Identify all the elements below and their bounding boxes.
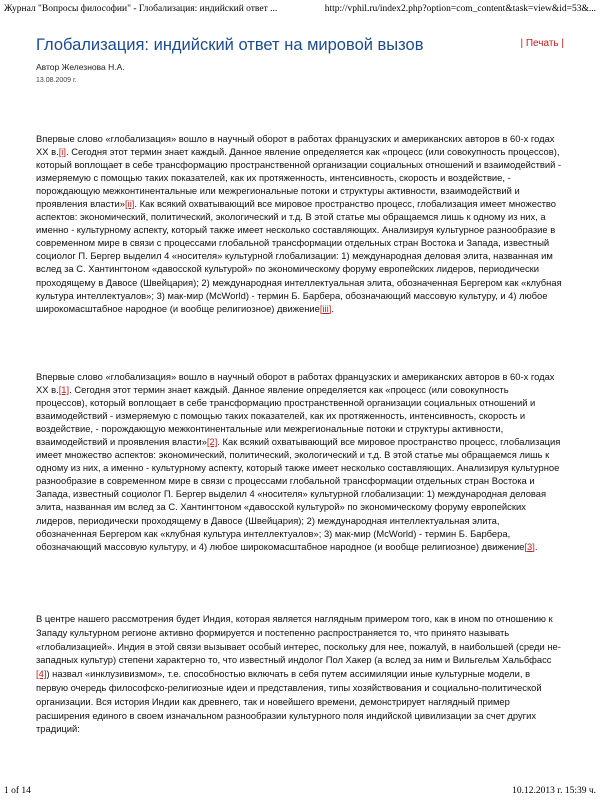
footnote-link-4[interactable]: [4]: [36, 668, 47, 680]
print-header-page-title: Журнал "Вопросы философии" - Глобализация: индийский ответ ...: [4, 4, 278, 14]
article-author: Автор Железнова Н.А.: [36, 62, 125, 72]
title-row: [36, 32, 564, 58]
footnote-link-iii[interactable]: [iii]: [319, 302, 332, 314]
article-paragraph-3: [36, 612, 562, 736]
print-link[interactable]: | Печать |: [520, 38, 564, 49]
footnote-link-1[interactable]: [1]: [58, 384, 70, 396]
paragraph-text: ) назвал «инклузивизмом», т.е. способностью включать в себя путем ассимиляции иные культурные модели, в первую очередь философско-религиозные идеи и представления, типы хозяйствования и социально-политической организации. Вся история Индии как древнего, так и новейшего времени, демонстрирует наглядный пример расширения единого в своем изначальном разнообразии культурного поля индийской цивилизации за счет других традиций:: [36, 668, 542, 735]
article-paragraph-2: [36, 370, 562, 553]
print-footer: [4, 786, 596, 798]
print-header-url: http://vphil.ru/index2.php?option=com_content&task=view&id=53&...: [324, 4, 596, 14]
article-header: [36, 32, 564, 85]
page-counter: 1 of 14: [4, 786, 31, 796]
article-paragraph-1: [36, 132, 562, 315]
article-title: Глобализация: индийский ответ на мировой вызов: [36, 36, 424, 54]
paragraph-text: Впервые слово «глобализация» вошло в научный оборот в работах французских и американских авторов в 60-х годах XX в.: [36, 133, 555, 158]
print-timestamp: 10.12.2013 г. 15:39 ч.: [512, 786, 596, 796]
paragraph-text: . Сегодня этот термин знает каждый. Данное явление определяется как «процесс (или совокупность процессов), который воплощает в себе трансформацию пространственной организации социальных отношений и взаимодействий - измеряемую с помощью таких показателей, как их протяженность, интенсивность, скорость и воздействие, - порождающую межконтинентальные или межрегиональные потоки и структуры активности, взаимодействий и проявления власти»: [36, 146, 562, 210]
paragraph-text: .: [534, 540, 538, 552]
footnote-link-3[interactable]: [3]: [524, 540, 535, 552]
footnote-link-i[interactable]: [i]: [58, 146, 66, 158]
article-date: 13.08.2009 г.: [36, 77, 77, 84]
footnote-link-ii[interactable]: [ii]: [125, 198, 135, 210]
paragraph-text: . Как всякий охватывающий все мировое пространство процесс, глобализация имеет множество аспектов: экономический, политический, экологический и т.д. В этой статье мы обращаемся лишь к одному из них, а именно - культурному аспекту, который также имеет несколько составляющих. Анализируя культурное разнообразие в современном мире в связи с процессами глобальной трансформации отдельных стран Востока и Запада, известный социолог П. Бергер выделил 4 «носителя» культурной глобализации: 1) международная деловая элита, названная им вслед за С. Хантингтоном «давосской культурой» по экономическому форуму европейских лидеров, периодически проходящему в Давосе (Швейцария); 2) международная интеллектуальная элита, обозначенная Бергером как «клубная культура интеллектуалов»; 3) мак-мир (McWorld) - термин Б. Барбера, обозначающий массовую культуру, и 4) любое широкомасштабное народное (и вообще религиозное) движение: [36, 436, 561, 552]
print-header: [4, 4, 596, 16]
paragraph-text: . Сегодня этот термин знает каждый. Данное явление определяется как «процесс (или совокупность процессов), который воплощает в себе трансформацию пространственной организации социальных отношений и взаимодействий - измеряемую с помощью таких показателей, как их протяженность, интенсивность, скорость и воздействие, - порождающую межконтинентальные или межрегиональные потоки и структуры активности, взаимодействий и проявления власти»: [36, 384, 536, 448]
footnote-link-2[interactable]: [2]: [206, 436, 218, 448]
paragraph-text: . Как всякий охватывающий все мировое пространство процесс, глобализация имеет множество аспектов: экономический, политический, экологический и т.д. В этой статье мы обращаемся лишь к одному из них, а именно - культурному аспекту, который также имеет несколько составляющих. Анализируя культурное разнообразие в современном мире в связи с процессами глобальной трансформации отдельных стран Востока и Запада, известный социолог П. Бергер выделил 4 «носителя» культурной глобализации: 1) международная деловая элита, названная им вслед за С. Хантингтоном «давосской культурой» по экономическому форуму европейских лидеров, периодически проходящему в Давосе (Швейцария); 2) международная интеллектуальная элита, обозначенная Бергером как «клубная культура интеллектуалов»; 3) мак-мир (McWorld) - термин Б. Барбера, обозначающий массовую культуру, и 4) любое широкомасштабное народное (и вообще религиозное) движение: [36, 198, 562, 314]
paragraph-text: .: [331, 302, 334, 314]
paragraph-text: Впервые слово «глобализация» вошло в научный оборот в работах французских и американских авторов в 60-х годах XX в.: [36, 371, 555, 396]
paragraph-text: В центре нашего рассмотрения будет Индия, которая является наглядным примером того, как в ином по отношению к Западу культурном регионе активно формируется и постепенно распространяется то, что принято называть «глобализацией». Индия в этой связи вызывает особый интерес, поскольку для нее, пожалуй, в наибольшей (среди не-западных культур) степени характерно то, что известный индолог Пол Хакер (а вслед за ним и Вильгельм Хальбфасс: [36, 613, 561, 666]
